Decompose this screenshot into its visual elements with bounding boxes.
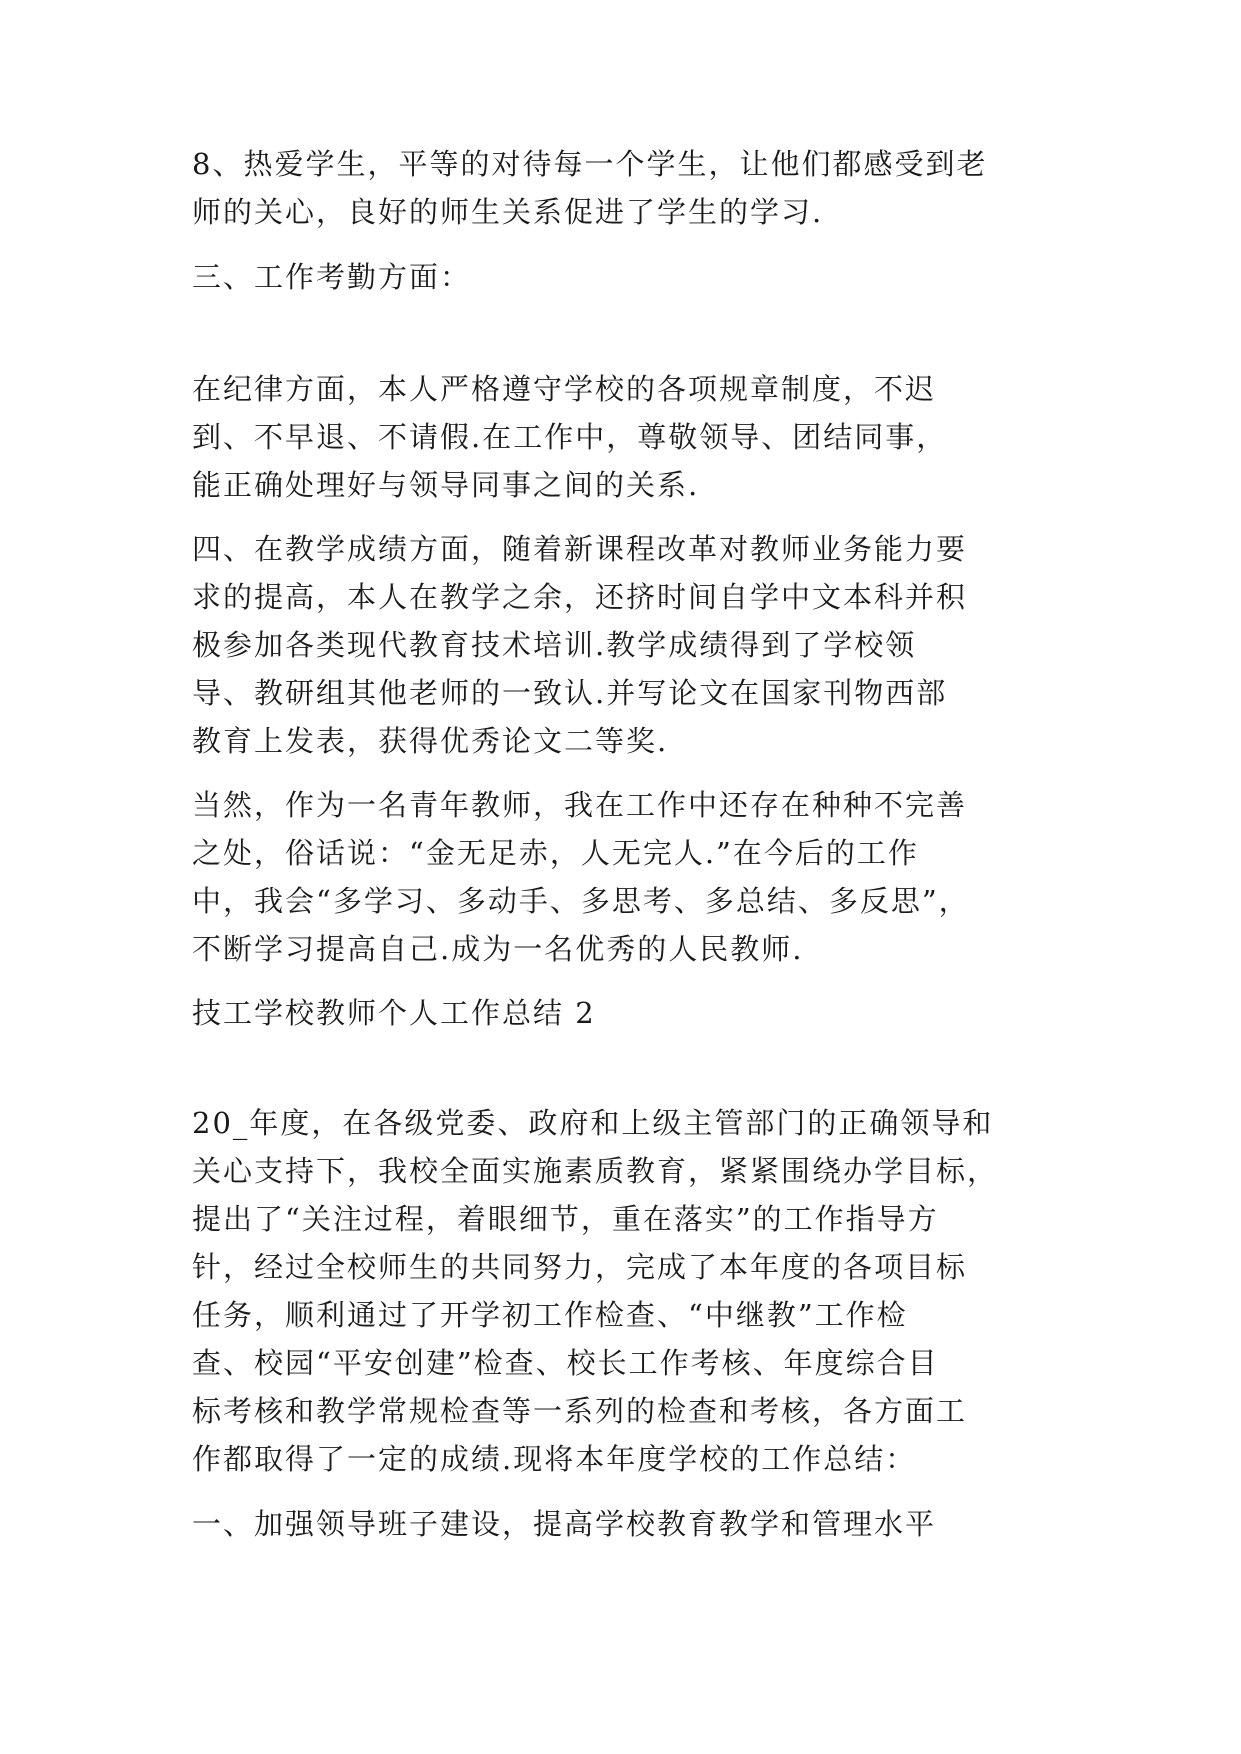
paragraph-teaching-results: [192, 525, 967, 765]
text-line: 四、在教学成绩方面，随着新课程改革对教师业务能力要: [192, 532, 968, 566]
text-line: 20_年度，在各级党委、政府和上级主管部门的正确领导和: [192, 1106, 994, 1140]
heading-leadership: [192, 1500, 936, 1548]
text-line: 标考核和教学常规检查等一系列的检查和考核，各方面工: [192, 1394, 968, 1428]
text-line: 中，我会“多学习、多动手、多思考、多总结、多反思”，: [192, 884, 970, 918]
text-line: 8、热爱学生，平等的对待每一个学生，让他们都感受到老: [192, 147, 988, 181]
heading-summary-2: [192, 989, 596, 1037]
text-line: 师的关心，良好的师生关系促进了学生的学习.: [192, 195, 824, 229]
text-line: 一、加强领导班子建设，提高学校教育教学和管理水平: [192, 1507, 937, 1541]
text-line: 查、校园“平安创建”检查、校长工作考核、年度综合目: [192, 1346, 939, 1380]
text-line: 能正确处理好与领导同事之间的关系.: [192, 468, 700, 502]
heading-attendance: [192, 253, 471, 301]
text-line: 极参加各类现代教育技术培训.教学成绩得到了学校领: [192, 628, 917, 662]
text-line: 当然，作为一名青年教师，我在工作中还存在种种不完善: [192, 788, 968, 822]
text-line: 教育上发表，获得优秀论文二等奖.: [192, 724, 669, 758]
text-line: 针，经过全校师生的共同努力，完成了本年度的各项目标: [192, 1250, 968, 1284]
text-line: 提出了“关注过程，着眼细节，重在落实”的工作指导方: [192, 1202, 939, 1236]
text-line: 不断学习提高自己.成为一名优秀的人民教师.: [192, 932, 804, 966]
text-line: 任务，顺利通过了开学初工作检查、“中继教”工作检: [192, 1298, 908, 1332]
text-line: 技工学校教师个人工作总结 2: [192, 996, 596, 1030]
paragraph-discipline: [192, 365, 947, 509]
paragraph-love-students: [192, 140, 987, 236]
text-line: 关心支持下，我校全面实施素质教育，紧紧围绕办学目标，: [192, 1154, 999, 1188]
text-line: 之处，俗话说：“金无足赤，人无完人.”在今后的工作: [192, 836, 919, 870]
text-line: 三、工作考勤方面：: [192, 260, 472, 294]
paragraph-young-teacher: [192, 781, 970, 973]
text-line: 在纪律方面，本人严格遵守学校的各项规章制度，不迟: [192, 372, 937, 406]
paragraph-annual-summary: [192, 1099, 998, 1483]
text-line: 导、教研组其他老师的一致认.并写论文在国家刊物西部: [192, 676, 948, 710]
text-line: 作都取得了一定的成绩.现将本年度学校的工作总结：: [192, 1442, 917, 1476]
text-line: 求的提高，本人在教学之余，还挤时间自学中文本科并积: [192, 580, 968, 614]
text-line: 到、不早退、不请假.在工作中，尊敬领导、团结同事，: [192, 420, 948, 454]
